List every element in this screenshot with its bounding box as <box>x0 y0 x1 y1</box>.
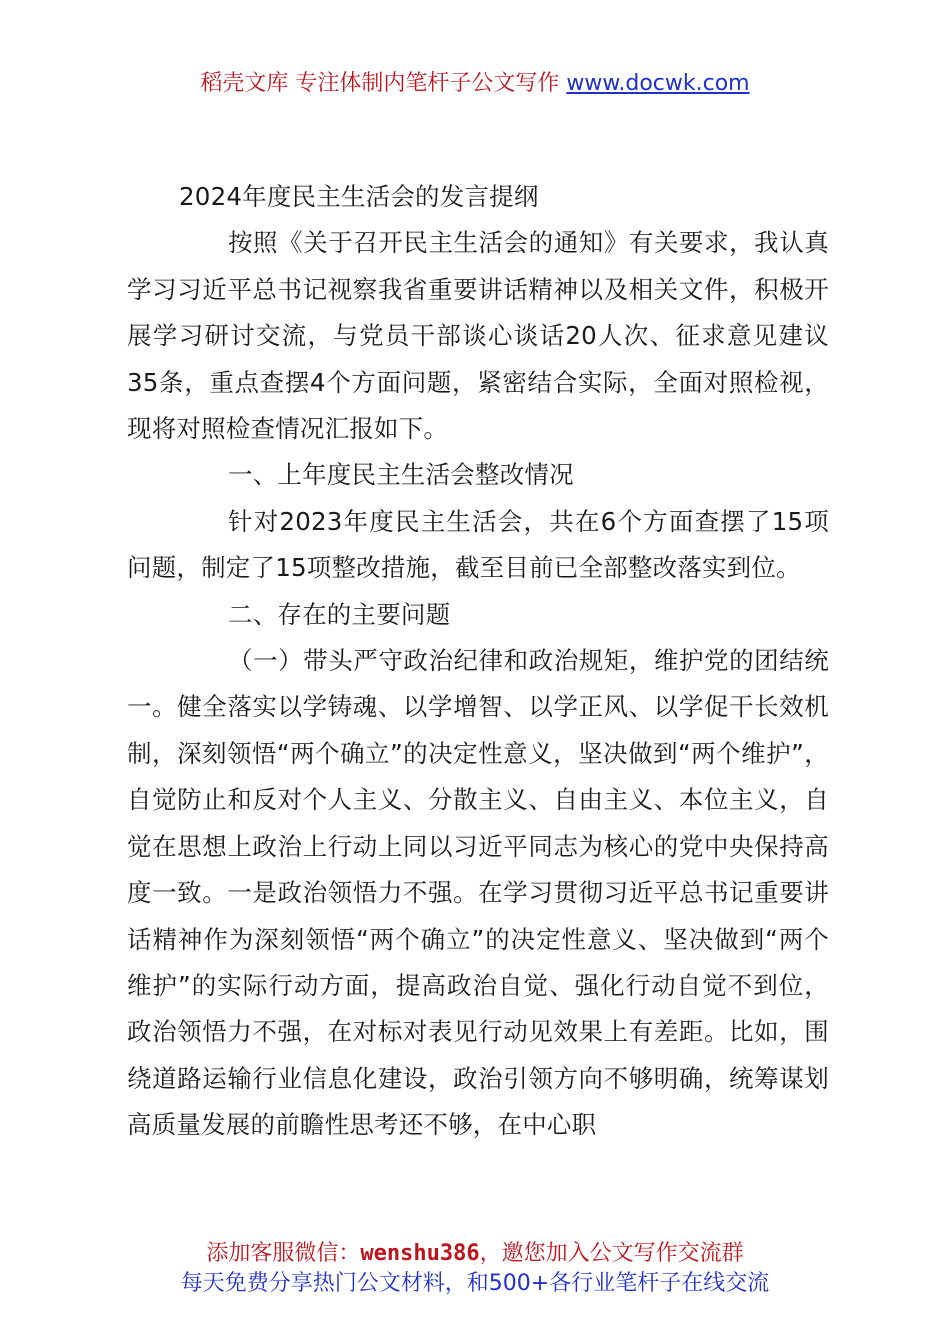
header-tagline: 专注体制内笔杆子公文写作 <box>295 71 560 96</box>
section2-heading: 二、存在的主要问题 <box>228 599 451 629</box>
intro-paragraph: 按照《关于召开民主生活会的通知》有关要求，我认真学习习近平总书记视察我省重要讲话精神以及相关文件，积极开展学习研讨交流，与党员干部谈心谈话20人次、征求意见建议35条，重点查摆4个方面问题，紧密结合实际，全面对照检视，现将对照检查情况汇报如下。 <box>127 228 829 444</box>
section1-heading: 一、上年度民主生活会整改情况 <box>228 460 574 490</box>
footer-wechat-id: wenshu386 <box>360 1241 480 1266</box>
footer-promo-line: 每天免费分享热门公文材料，和500+各行业笔杆子在线交流 <box>180 1271 770 1296</box>
header-url-link[interactable]: www.docwk.com <box>566 71 750 96</box>
footer-contact-suffix: ，邀您加入公文写作交流群 <box>479 1241 744 1266</box>
site-header <box>0 68 950 100</box>
document-title: 2024年度民主生活会的发言提纲 <box>179 182 539 211</box>
section1-paragraph: 针对2023年度民主生活会，共在6个方面查摆了15项问题，制定了15项整改措施，截至目前已全部整改落实到位。 <box>127 506 829 583</box>
footer-contact-line <box>0 1239 950 1269</box>
footer-contact-prefix: 添加客服微信： <box>206 1241 361 1266</box>
document-body <box>127 174 829 1149</box>
section2-paragraph: （一）带头严守政治纪律和政治规矩，维护党的团结统一。健全落实以学铸魂、以学增智、以学正风、以学促干长效机制，深刻领悟“两个确立”的决定性意义，坚决做到“两个维护”，自觉防止和反对个人主义、分散主义、自由主义、本位主义，自觉在思想上政治上行动上同以习近平同志为核心的党中央保持高度一致。一是政治领悟力不强。在学习贯彻习近平总书记重要讲话精神作为深刻领悟“两个确立”的决定性意义、坚决做到“两个维护”的实际行动方面，提高政治自觉、强化行动自觉不到位，政治领悟力不强，在对标对表见行动见效果上有差距。比如，围绕道路运输行业信息化建设，政治引领方向不够明确，统筹谋划高质量发展的前瞻性思考还不够，在中心职 <box>127 646 829 1140</box>
header-brand: 稻壳文库 <box>200 71 289 96</box>
